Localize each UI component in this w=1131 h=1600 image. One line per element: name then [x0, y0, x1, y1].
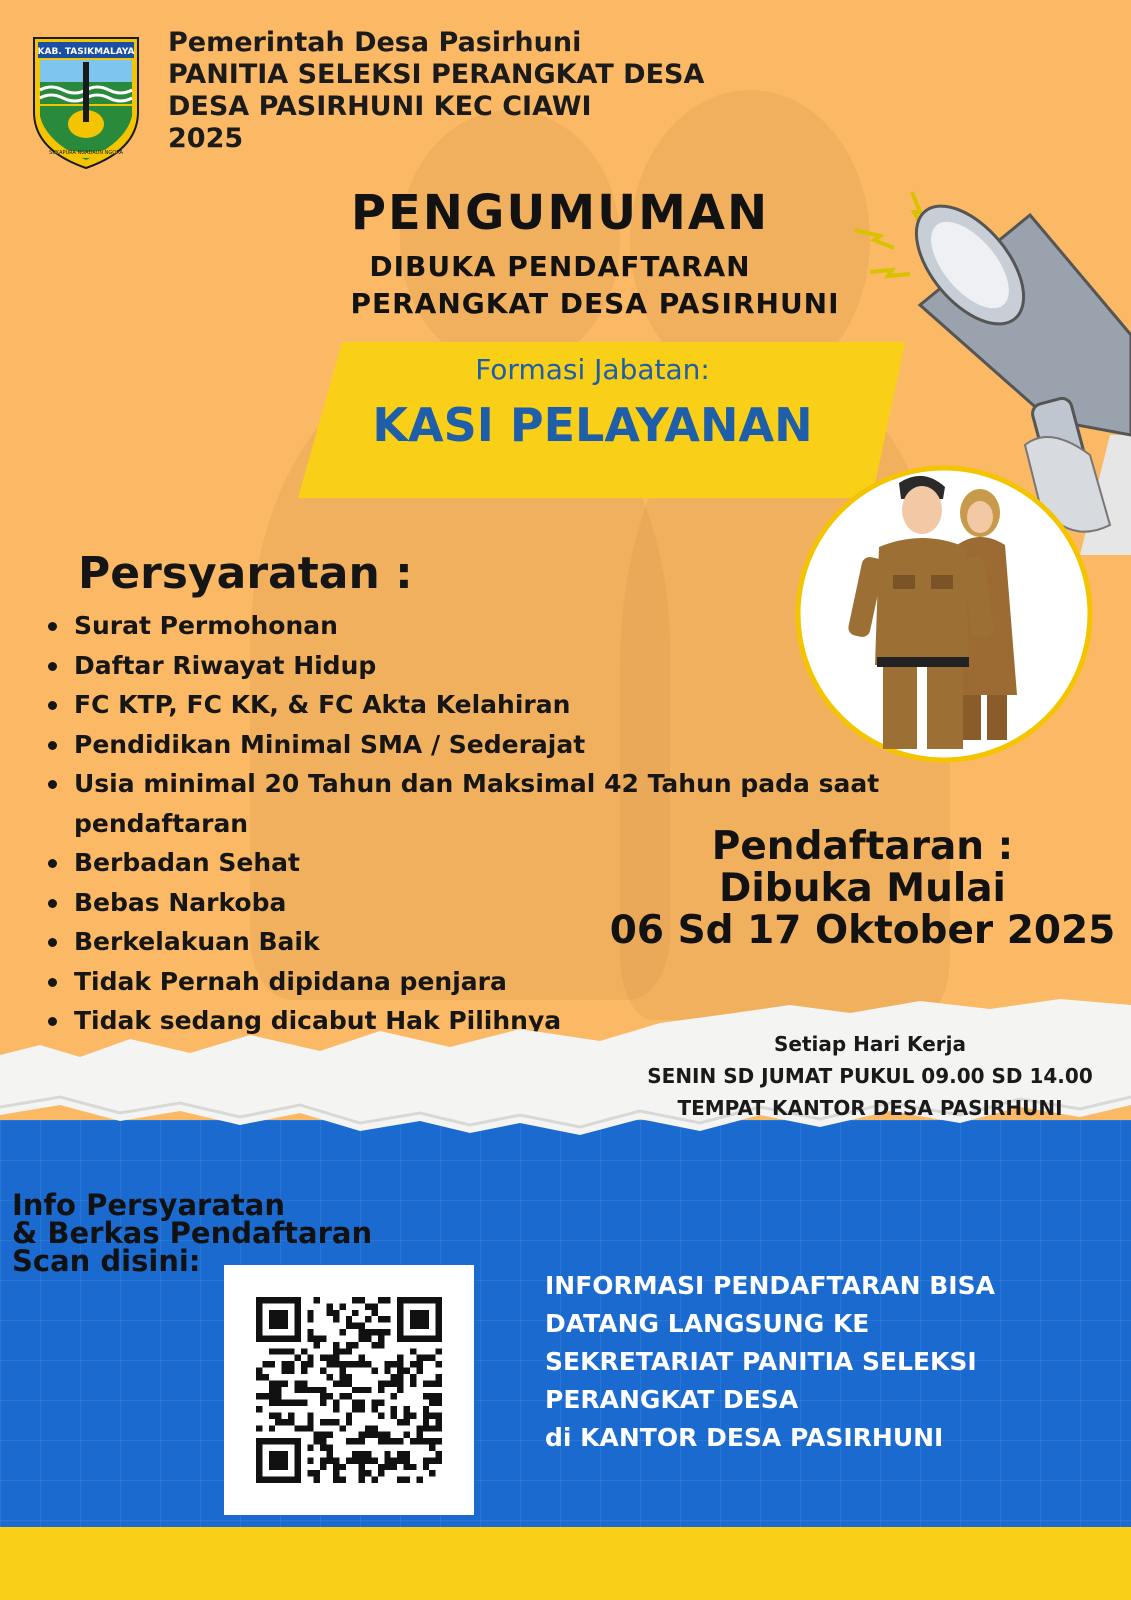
info-line: SEKRETARIAT PANITIA SELEKSI — [545, 1347, 977, 1376]
requirement-text: Daftar Riwayat Hidup — [74, 650, 377, 680]
requirement-text: Tidak sedang dicabut Hak Pilihnya — [74, 1006, 562, 1035]
list-item — [48, 685, 908, 725]
bullet — [48, 741, 57, 750]
info-line: DATANG LANGSUNG KE — [545, 1309, 870, 1338]
registration-info — [545, 1267, 995, 1457]
footer-band — [0, 1527, 1131, 1600]
bullet — [48, 780, 57, 789]
schedule-line-2: SENIN SD JUMAT PUKUL 09.00 SD 14.00 — [647, 1064, 1093, 1088]
qr-code[interactable] — [256, 1297, 442, 1483]
announcement-line-2: PERANGKAT DESA PASIRHUNI — [350, 287, 840, 320]
registration-line-1: Pendaftaran : — [711, 824, 1014, 869]
list-item — [48, 646, 908, 686]
bullet — [48, 978, 57, 987]
registration-period — [600, 826, 1125, 952]
bullet — [48, 859, 57, 868]
bullet — [48, 938, 57, 947]
scan-info-line-1: Info Persyaratan — [12, 1188, 285, 1222]
bullet — [48, 622, 57, 631]
header-line: PANITIA SELEKSI PERANGKAT DESA — [168, 59, 705, 90]
position-label: Formasi Jabatan: — [475, 353, 710, 386]
header-line: 2025 — [168, 123, 244, 154]
schedule-line-1: Setiap Hari Kerja — [773, 1032, 966, 1056]
registration-dates: 06 Sd 17 Oktober 2025 — [609, 908, 1116, 953]
header-line: Pemerintah Desa Pasirhuni — [168, 27, 582, 58]
logo-text-top: KAB. TASIKMALAYA — [37, 47, 135, 57]
requirement-text: Bebas Narkoba — [74, 887, 287, 917]
requirement-text: Berbadan Sehat — [74, 848, 300, 877]
requirements-title: Persyaratan : — [78, 548, 413, 599]
info-line: di KANTOR DESA PASIRHUNI — [545, 1423, 944, 1452]
qr-code-card[interactable] — [224, 1265, 474, 1515]
bullet — [48, 899, 57, 908]
requirement-text: Tidak Pernah dipidana penjara — [74, 966, 507, 996]
logo-text-bottom: SUKAPURA NGADAUN NGORA — [49, 150, 123, 156]
scan-info — [12, 1188, 373, 1278]
info-line: PERANGKAT DESA — [545, 1385, 799, 1414]
list-item — [48, 725, 908, 765]
requirement-text: Berkelakuan Baik — [74, 927, 320, 956]
schedule-info — [620, 1028, 1120, 1124]
position-name: KASI PELAYANAN — [372, 398, 813, 452]
requirement-text: FC KTP, FC KK, & FC Akta Kelahiran — [74, 690, 571, 719]
announcement-title: PENGUMUMAN — [350, 185, 770, 241]
schedule-line-3: TEMPAT KANTOR DESA PASIRHUNI — [677, 1096, 1063, 1120]
registration-line-2: Dibuka Mulai — [719, 866, 1006, 911]
scan-info-line-2: & Berkas Pendaftaran — [12, 1216, 373, 1250]
announcement-line-1: DIBUKA PENDAFTARAN — [369, 250, 751, 283]
header-line: DESA PASIRHUNI KEC CIAWI — [168, 91, 592, 122]
list-item — [48, 606, 908, 646]
bullet — [48, 701, 57, 710]
requirement-text: Pendidikan Minimal SMA / Sederajat — [74, 729, 586, 759]
requirement-text: Surat Permohonan — [74, 611, 338, 640]
scan-info-line-3: Scan disini: — [12, 1244, 201, 1278]
info-line: INFORMASI PENDAFTARAN BISA — [545, 1271, 995, 1300]
requirement-text: Usia minimal 20 Tahun dan Maksimal 42 Tahun pada saat pendaftaran — [74, 769, 880, 838]
bullet — [48, 662, 57, 671]
